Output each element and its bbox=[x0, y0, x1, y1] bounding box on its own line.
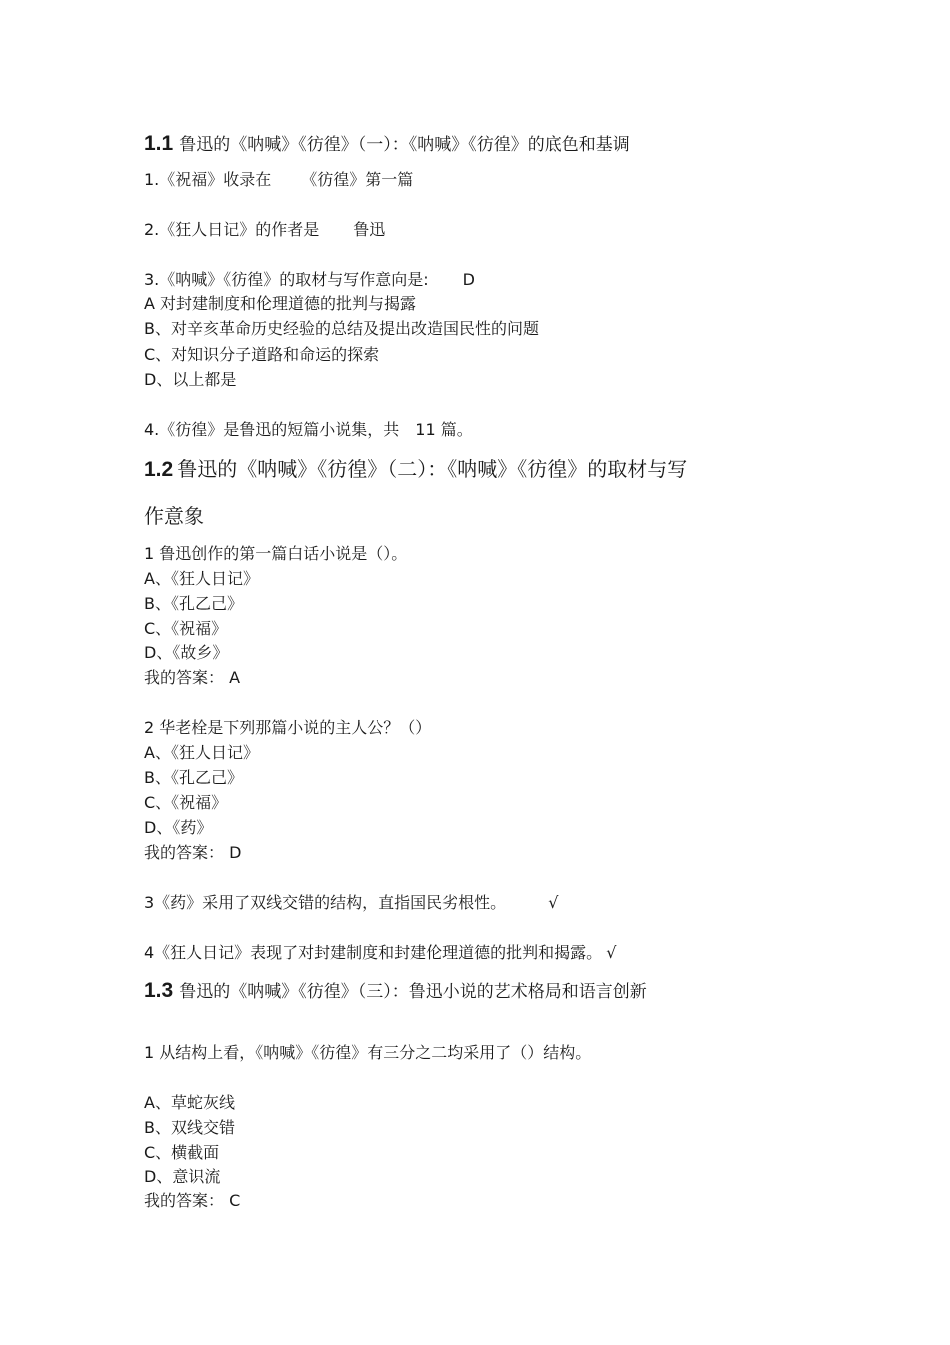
question-text: 1 鲁迅创作的第一篇白话小说是（）。 bbox=[144, 544, 408, 563]
check-mark: √ bbox=[606, 943, 617, 962]
question-text: 4.《彷徨》是鲁迅的短篇小说集，共 bbox=[144, 420, 400, 439]
section-number: 1.2 bbox=[144, 458, 174, 481]
option-line: B、对辛亥革命历史经验的总结及提出改造国民性的问题 bbox=[144, 319, 539, 338]
option-line: C、对知识分子道路和命运的探索 bbox=[144, 345, 380, 364]
question-line bbox=[144, 220, 385, 240]
section-title: 鲁迅的《呐喊》《彷徨》（二）：《呐喊》《彷徨》的取材与写 bbox=[177, 457, 688, 481]
section-heading-1-2 bbox=[144, 455, 687, 484]
option-line: D、以上都是 bbox=[144, 370, 237, 389]
my-answer: 我的答案： A bbox=[144, 668, 241, 687]
section-title-continued: 作意象 bbox=[144, 504, 204, 528]
section-title: 鲁迅的《呐喊》《彷徨》（三）：鲁迅小说的艺术格局和语言创新 bbox=[179, 982, 647, 1002]
question-text: 2 华老栓是下列那篇小说的主人公？（） bbox=[144, 718, 432, 737]
section-heading-1-1 bbox=[144, 133, 630, 156]
option-line: A、《狂人日记》 bbox=[144, 743, 259, 762]
question-text: 3《药》采用了双线交错的结构，直指国民劣根性。 bbox=[144, 893, 507, 912]
option-line: C、《祝福》 bbox=[144, 619, 228, 638]
question-line bbox=[144, 170, 413, 190]
option-line: C、《祝福》 bbox=[144, 793, 228, 812]
option-line: B、双线交错 bbox=[144, 1118, 235, 1137]
option-line: D、意识流 bbox=[144, 1167, 221, 1186]
check-mark: √ bbox=[548, 893, 559, 912]
question-line bbox=[144, 943, 616, 963]
answer-text: 鲁迅 bbox=[353, 220, 386, 239]
question-line bbox=[144, 893, 558, 913]
answer-text: D bbox=[462, 270, 475, 289]
section-title: 鲁迅的《呐喊》《彷徨》（一）：《呐喊》《彷徨》的底色和基调 bbox=[179, 135, 630, 155]
answer-text: 《彷徨》第一篇 bbox=[301, 170, 414, 189]
question-text: 3.《呐喊》《彷徨》的取材与写作意向是: bbox=[144, 270, 429, 289]
question-line bbox=[144, 420, 473, 440]
question-text: 4《狂人日记》表现了对封建制度和封建伦理道德的批判和揭露。 bbox=[144, 943, 603, 962]
answer-text: 11 篇。 bbox=[415, 420, 473, 439]
section-heading-1-3 bbox=[144, 980, 647, 1003]
option-line: B、《孔乙己》 bbox=[144, 594, 243, 613]
my-answer: 我的答案： D bbox=[144, 843, 242, 862]
option-line: D、《故乡》 bbox=[144, 643, 229, 662]
option-line: D、《药》 bbox=[144, 818, 213, 837]
option-line: C、横截面 bbox=[144, 1143, 220, 1162]
option-line: B、《孔乙己》 bbox=[144, 768, 243, 787]
question-text: 1.《祝福》收录在 bbox=[144, 170, 272, 189]
option-line: A 对封建制度和伦理道德的批判与揭露 bbox=[144, 294, 417, 313]
section-number: 1.1 bbox=[144, 132, 174, 155]
option-line: A、《狂人日记》 bbox=[144, 569, 259, 588]
my-answer: 我的答案： C bbox=[144, 1191, 241, 1210]
question-text: 1 从结构上看，《呐喊》《彷徨》有三分之二均采用了（）结构。 bbox=[144, 1043, 592, 1062]
question-text: 2.《狂人日记》的作者是 bbox=[144, 220, 320, 239]
option-line: A、草蛇灰线 bbox=[144, 1093, 235, 1112]
question-line bbox=[144, 270, 475, 290]
section-number: 1.3 bbox=[144, 979, 174, 1002]
